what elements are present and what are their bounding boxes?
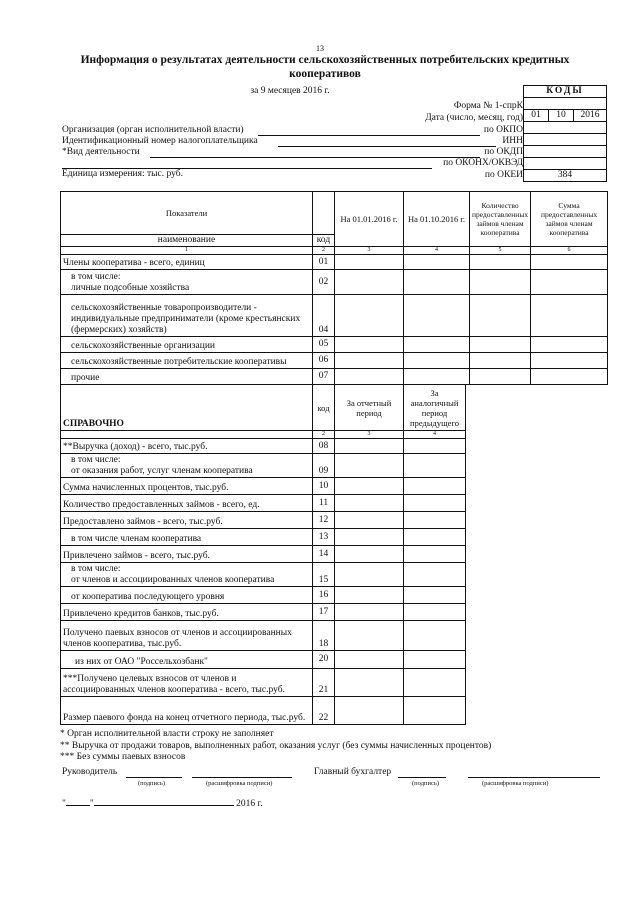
table-row: Размер паевого фонда на конец отчетного периода, тыс.руб. 22 [61,697,466,725]
col-code-2: код [313,385,335,431]
section-title: СПРАВОЧНО [61,385,313,431]
table-row: Предоставлено займов - всего, тыс.руб. 12 [61,512,466,529]
table-row: в том числе членам кооператива 13 [61,529,466,546]
reference-table: СПРАВОЧНО код За отчетный период За аналогичный период предыдущего 2 3 4 **Выручка (доход) - всего, тыс.руб. 08 в том числе: от оказания работ, услуг членам кооператива 09 Сумма начисленных процентов, тыс.руб. 10 Количество предоставленных займов - всего, ед. 11 Предоставлено займов - всего, тыс.руб. 12 в том числе членам кооператива 13 Привлечено займов - всего, тыс.руб. 14 в том числе: от членов и ассоциированных членов кооператива 15 от кооператива последующего уровня 16 Привлечено кредитов банков, тыс.руб. 17 Получено паевых взносов от членов и ассоциированных членов кооператива, тыс.руб. 18 из них от ОАО "Россельхозбанк" 20 ***Получено целевых взносов от членов и ассоциированных членов кооператива - всего, тыс.руб. 21 Размер паевого фонда на конец отчетного периода, тыс.руб. 22 [60,384,466,725]
code-okei: 384 [524,170,607,182]
code-okonh [524,158,607,170]
okonh-label: по ОКОНХ/ОКВЭД [443,158,523,168]
codes-table [523,85,607,182]
sign-date: " " 2016 г. [62,799,263,809]
date-label: Дата (число, месяц, год) [425,113,523,123]
date-month: 10 [549,110,574,122]
table-row: Количество предоставленных займов - всего, ед. 11 [61,495,466,512]
table-row: сельскохозяйственные организации 05 [61,337,608,353]
form-title: Информация о результатах деятельности сельскохозяйственных потребительских кредитных кооперативов [80,54,570,80]
report-period: за 9 месяцев 2016 г. [250,86,330,96]
okdp-label: по ОКДП [484,147,523,157]
footnotes: * Орган исполнительной власти строку не заполняет ** Выручка от продажи товаров, выполненных работ, оказания услуг (без суммы начисленных процентов) *** Без суммы паевых взносов [60,729,492,762]
table-row: сельскохозяйственные товаропроизводители - индивидуальные предприниматели (кроме крестьянских (фермерских) хозяйств) 04 [61,295,608,337]
activity-label: *Вид деятельности [62,147,140,157]
unit-label: Единица измерения: тыс. руб. [62,169,183,179]
code-form [524,98,607,110]
table-row: от кооператива последующего уровня 16 [61,587,466,604]
code-inn [524,134,607,146]
members-table: Показатели На 01.01.2016 г. На 01.10.2016 г. Количество предоставленных займов членам кооператива Сумма предоставленных займов членам кооператива наименование код 1 2 3 4 5 6 Члены кооператива - всего, единиц 01 в том числе: личные подсобные хозяйства 02 сельскохозяйственные товаропроизводители - индивидуальные предприниматели (кроме крестьянских (фермерских) хозяйств) 04 сельскохозяйственные организации 05 сельскохозяйственные потребительские кооперативы 06 прочие 07 [60,191,608,385]
org-label: Организация (орган исполнительной власти) [62,125,244,135]
date-year: 2016 [574,110,607,122]
col-name: наименование [61,235,313,247]
table-row: Привлечено займов - всего, тыс.руб. 14 [61,546,466,563]
table-row: **Выручка (доход) - всего, тыс.руб. 08 [61,439,466,454]
form-label: Форма № 1-спрК [453,101,523,111]
table-row: ***Получено целевых взносов от членов и ассоциированных членов кооператива - всего, тыс.руб. 21 [61,669,466,697]
page-number: 13 [316,44,324,53]
table-row: из них от ОАО "Россельхозбанк" 20 [61,651,466,669]
table-row: прочие 07 [61,369,608,385]
okpo-label: по ОКПО [483,125,523,135]
date-day: 01 [524,110,549,122]
code-okpo [524,122,607,134]
table-row: Сумма начисленных процентов, тыс.руб. 10 [61,478,466,495]
col-oct: На 01.10.2016 г. [404,192,470,247]
okei-label: по ОКЕИ [484,170,523,180]
table-row: в том числе: личные подсобные хозяйства 02 [61,270,608,295]
col-jan: На 01.01.2016 г. [335,192,404,247]
code-okdp [524,146,607,158]
head-label: Руководитель [62,767,118,777]
table-row: Получено паевых взносов от членов и ассоциированных членов кооператива, тыс.руб. 18 [61,621,466,651]
table-row: Члены кооператива - всего, единиц 01 [61,255,608,270]
accountant-label: Главный бухгалтер [314,767,392,777]
col-indicators: Показатели [61,192,313,235]
table-row: в том числе: от оказания работ, услуг членам кооператива 09 [61,454,466,478]
col-prev: За аналогичный период предыдущего [404,385,466,431]
col-sum: Сумма предоставленных займов членам кооператива [531,192,608,247]
inn-id-label: Идентификационный номер налогоплательщика [62,136,258,146]
col-count: Количество предоставленных займов членам кооператива [470,192,531,247]
table-row: Привлечено кредитов банков, тыс.руб. 17 [61,604,466,621]
inn-label: ИНН [502,136,523,146]
col-current: За отчетный период [335,385,404,431]
table-row: сельскохозяйственные потребительские кооперативы 06 [61,353,608,369]
codes-header: КОДЫ [524,86,607,98]
col-code: код [313,235,335,247]
table-row: в том числе: от членов и ассоциированных членов кооператива 15 [61,563,466,587]
